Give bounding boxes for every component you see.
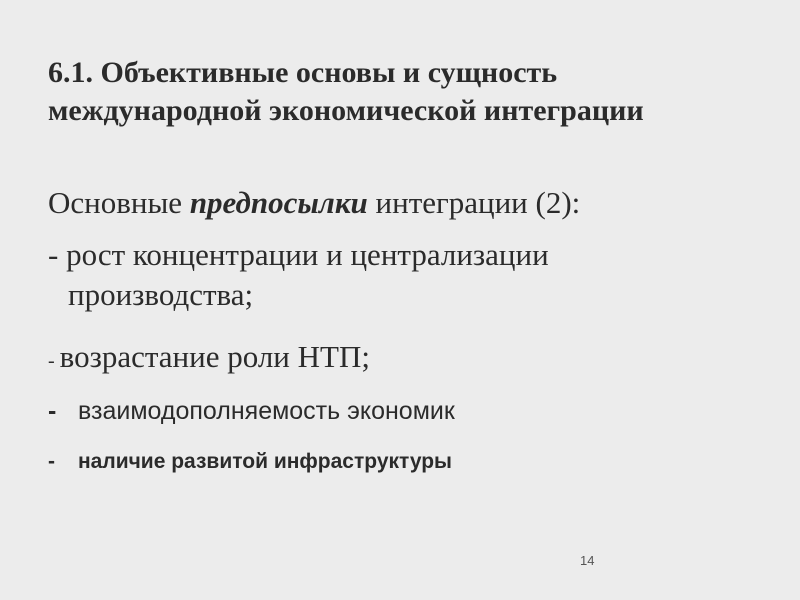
list-item [48, 446, 452, 478]
intro-line [48, 183, 580, 223]
page-number: 14 [580, 553, 595, 568]
list-item-text: возрастание роли НТП; [59, 339, 370, 374]
list-item [48, 337, 370, 381]
bullet-dash: - [48, 450, 55, 473]
intro-emphasis: предпосылки [189, 185, 368, 220]
intro-text-before: Основные [48, 185, 190, 220]
bullet-dash: - [48, 397, 57, 425]
list-item [48, 235, 549, 315]
bullet-dash: - [48, 237, 67, 272]
list-item-continuation: производства; [68, 277, 254, 312]
intro-text-after: интеграции (2): [367, 185, 581, 220]
list-item-text: рост концентрации и централизации [66, 237, 549, 272]
slide-title-line-2: международной экономической интеграции [48, 94, 644, 127]
list-item [48, 394, 455, 428]
slide-title [48, 54, 778, 130]
list-item-text: взаимодополняемость экономик [78, 397, 455, 425]
slide-title-line-1: 6.1. Объективные основы и сущность [48, 56, 558, 89]
list-item-text: наличие развитой инфраструктуры [78, 450, 452, 473]
bullet-dash: - [48, 350, 60, 372]
